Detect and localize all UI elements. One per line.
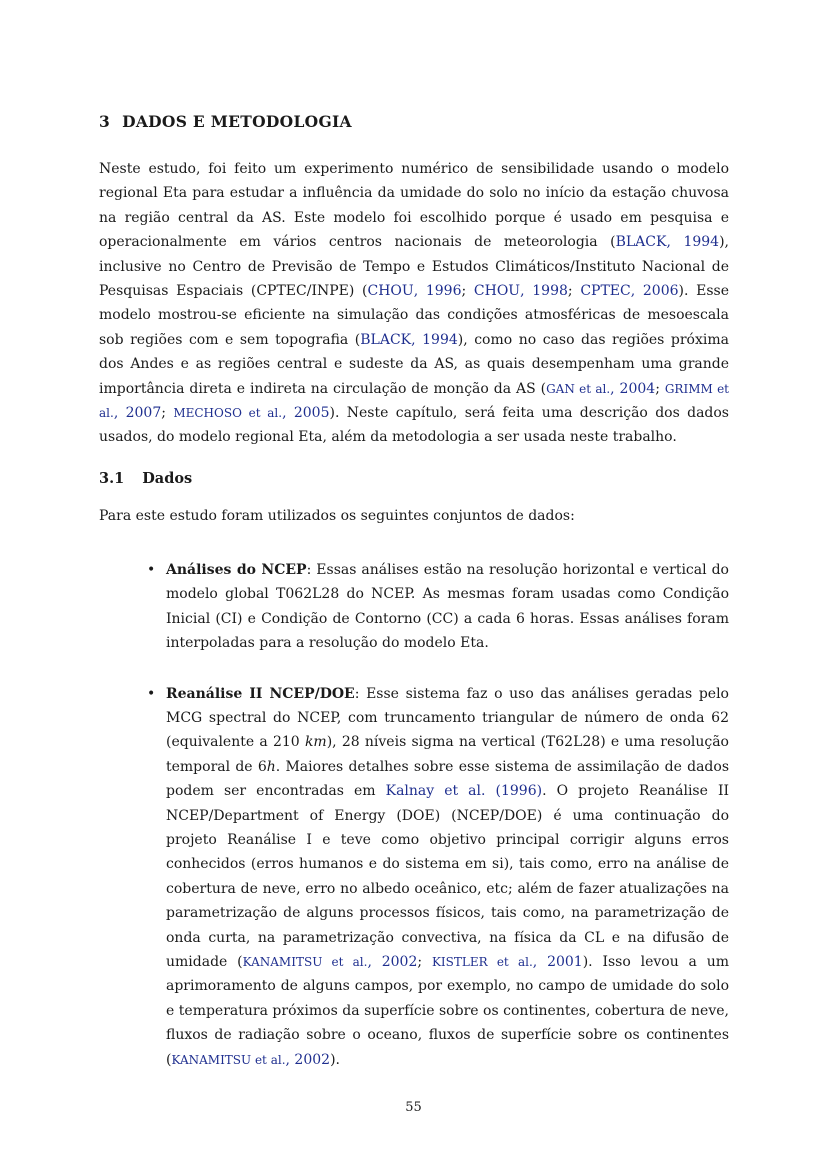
citation-link[interactable]: CPTEC, 2006 bbox=[580, 283, 679, 300]
chapter-number: 3 bbox=[99, 112, 111, 131]
citation-link[interactable]: KANAMITSU et al., 2002 bbox=[242, 953, 418, 970]
data-sources-list bbox=[99, 558, 729, 1072]
intro-text: ), como no caso das regiões próxima dos Andes e as regiões central e sudeste da AS, as quais desempenham uma grande importância direta e indireta na circulação de monção da AS ( bbox=[99, 331, 729, 397]
list-item-title: Análises do NCEP bbox=[166, 561, 307, 578]
intro-text: ). Esse modelo mostrou-se eficiente na simulação das condições atmosféricas de mesoescala sob regiões com e sem topografia ( bbox=[99, 283, 730, 348]
citation-link[interactable]: KANAMITSU et al., 2002 bbox=[171, 1051, 331, 1068]
citation-link[interactable]: CHOU, 1998 bbox=[473, 283, 568, 300]
intro-text: ), inclusive no Centro de Previsão de Tempo e Estudos Climáticos/Instituto Nacional de Pesquisas Espaciais (CPTEC/INPE) ( bbox=[99, 234, 729, 300]
citation-link[interactable]: GAN et al., 2004 bbox=[546, 380, 656, 397]
list-item-body: : Esse sistema faz o uso das análises geradas pelo MCG spectral do NCEP, com truncamento triangular de número de onda 62 (equivalente a 210 bbox=[166, 685, 729, 751]
bullet-icon: • bbox=[147, 561, 156, 578]
bullet-icon: • bbox=[147, 685, 156, 702]
list-item-body: . O projeto Reanálise II NCEP/Department of Energy (DOE) (NCEP/DOE) é uma continuação do projeto Reanálise I e teve como objetivo principal corrigir alguns erros conhecidos (erros humanos e do sistema em si), tais como, erro na análise de cobertura de neve, erro no albedo oceânico, etc; além de fazer atualizações na parametrização de alguns processos físicos, tais como, na parametrização de onda curta, na parametrização convectiva, na física da CL e na difusão de umidade ( bbox=[166, 783, 730, 970]
list-item-body: : Essas análises estão na resolução horizontal e vertical do modelo global T062L28 do NCEP. As mesmas foram usadas como Condição Inicial (CI) e Condição de Contorno (CC) a cada 6 horas. Essas análises foram interpoladas para a resolução do modelo Eta. bbox=[166, 561, 729, 652]
list-item-body: ), 28 níveis sigma na vertical (T62L28) e uma resolução temporal de 6 bbox=[166, 734, 729, 775]
section-heading bbox=[99, 467, 729, 491]
citation-link[interactable]: MECHOSO et al., 2005 bbox=[173, 405, 330, 422]
list-item-body: . Maiores detalhes sobre esse sistema de assimilação de dados podem ser encontradas em bbox=[166, 758, 729, 800]
citation-link[interactable]: KISTLER et al., 2001 bbox=[431, 953, 583, 970]
citation-link[interactable]: BLACK, 1994 bbox=[615, 234, 720, 251]
section-title: Dados bbox=[142, 469, 193, 487]
citation-link[interactable]: BLACK, 1994 bbox=[360, 331, 458, 348]
citation-link[interactable]: Kalnay et al. (1996) bbox=[385, 783, 543, 800]
page-body bbox=[99, 110, 729, 1098]
citation-link[interactable]: CHOU, 1996 bbox=[367, 283, 462, 300]
intro-text: Neste estudo, foi feito um experimento numérico de sensibilidade usando o modelo regional Eta para estudar a influência da umidade do solo no início da estação chuvosa na região central da AS. Este modelo foi escolhido porque é usado em pesquisa e operacionalmente em vários centros nacionais de meteorologia ( bbox=[99, 161, 729, 251]
list-item-body: ). Isso levou a um aprimoramento de alguns campos, por exemplo, no campo de umidade do solo e temperatura próximos da superfície sobre os continentes, cobertura de neve, fluxos de radiação sobre o oceano, fluxos de superfície sobre os continentes ( bbox=[166, 953, 730, 1068]
intro-text: ). Neste capítulo, será feita uma descrição dos dados usados, do modelo regional Eta, além da metodologia a ser usada neste trabalho. bbox=[99, 405, 729, 446]
chapter-title: DADOS E METODOLOGIA bbox=[122, 112, 352, 131]
list-item-text bbox=[166, 558, 729, 656]
list-item bbox=[99, 682, 729, 1073]
list-item-title: Reanálise II NCEP/DOE bbox=[166, 685, 355, 702]
list-item-body: ). bbox=[330, 1051, 340, 1068]
intro-paragraph: Neste estudo, foi feito um experimento numérico de sensibilidade usando o modelo regional Eta para estudar a influência da umidade do solo no início da estação chuvosa na região central da AS. Este modelo foi escolhido porque é usado em pesquisa e operacionalmente em vários centros nacionais de meteorologia (BLACK, 1994), inclusive no Centro de Previsão de Tempo e Estudos Climáticos/Instituto Nacional de Pesquisas Espaciais (CPTEC/INPE) (CHOU, 1996; CHOU, 1998; CPTEC, 2006). Esse modelo mostrou-se eficiente na simulação das condições atmosféricas de mesoescala sob regiões com e sem topografia (BLACK, 1994), como no caso das regiões próxima dos Andes e as regiões central e sudeste da AS, as quais desempenham uma grande importância direta e indireta na circulação de monção da AS (GAN et al., 2004; GRIMM et al., 2007; MECHOSO et al., 2005). Neste capítulo, será feita uma descrição dos dados usados, do modelo regional Eta, além da metodologia a ser usada neste trabalho. bbox=[99, 161, 730, 446]
chapter-heading bbox=[99, 110, 729, 134]
list-item-text: Reanálise II NCEP/DOE: Esse sistema faz o uso das análises geradas pelo MCG spectral do NCEP, com truncamento triangular de número de onda 62 (equivalente a 210 km), 28 níveis sigma na vertical (T62L28) e uma resolução temporal de 6h. Maiores detalhes sobre esse sistema de assimilação de dados podem ser encontradas em Kalnay et al. (1996). O projeto Reanálise II NCEP/Department of Energy (DOE) (NCEP/DOE) é uma continuação do projeto Reanálise I e teve como objetivo principal corrigir alguns erros conhecidos (erros humanos e do sistema em si), tais como, erro na análise de cobertura de neve, erro no albedo oceânico, etc; além de fazer atualizações na parametrização de alguns processos físicos, tais como, na parametrização de onda curta, na parametrização convectiva, na física da CL e na difusão de umidade (KANAMITSU et al., 2002; KISTLER et al., 2001). Isso levou a um aprimoramento de alguns campos, por exemplo, no campo de umidade do solo e temperatura próximos da superfície sobre os continentes, cobertura de neve, fluxos de radiação sobre o oceano, fluxos de superfície sobre os continentes (KANAMITSU et al., 2002). bbox=[166, 685, 730, 1068]
page-number: 55 bbox=[405, 1100, 422, 1115]
unit-h: h bbox=[266, 758, 276, 775]
section-number: 3.1 bbox=[99, 469, 125, 487]
citation-link[interactable]: GRIMM et al., 2007 bbox=[99, 381, 729, 422]
unit-km: km bbox=[304, 734, 327, 751]
data-intro-text: Para este estudo foram utilizados os seguintes conjuntos de dados: bbox=[99, 507, 575, 524]
list-item bbox=[99, 558, 729, 656]
